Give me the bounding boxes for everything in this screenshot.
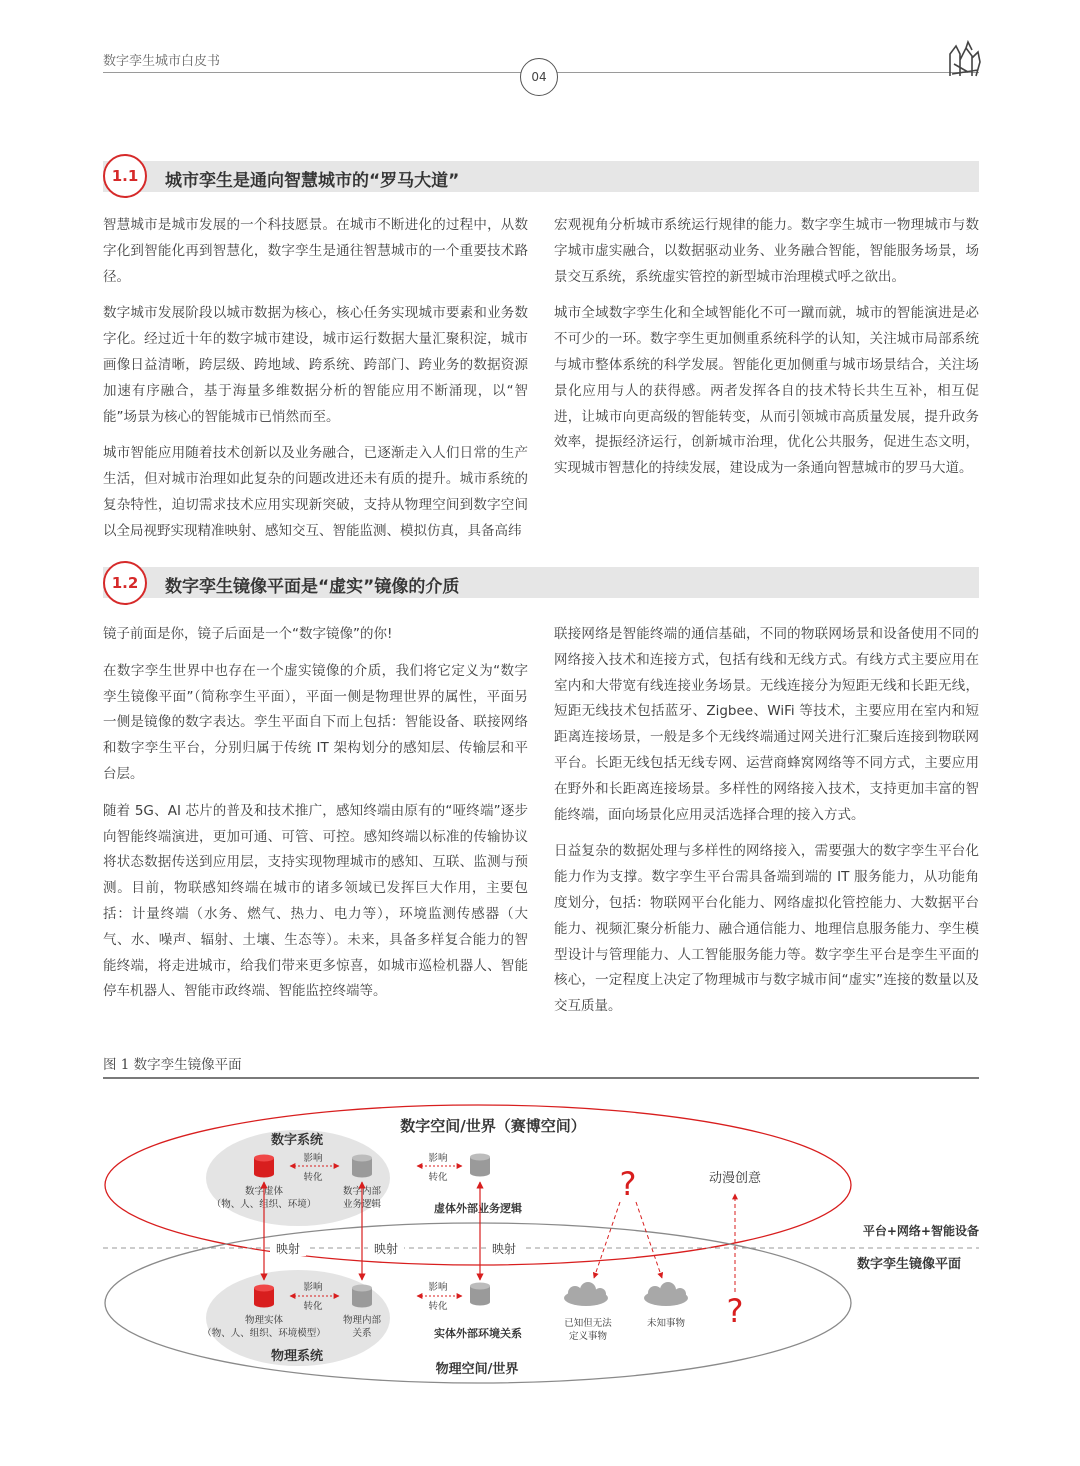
figure-caption: 图 1 数字孪生镜像平面 bbox=[103, 1057, 242, 1073]
digital-system-label: 数字系统 bbox=[270, 1133, 324, 1148]
section-title: 数字孪生镜像平面是“虚实”镜像的介质 bbox=[165, 577, 460, 597]
cloud-icon bbox=[564, 1282, 608, 1306]
cloud-icon bbox=[644, 1282, 688, 1306]
influence-label: 影响 bbox=[303, 1282, 323, 1293]
digital-logic-label: 数字内部 bbox=[342, 1186, 382, 1197]
section-1-left-column bbox=[103, 213, 528, 556]
document-title: 数字孪生城市白皮书 bbox=[103, 54, 221, 69]
section-1-right-column bbox=[554, 213, 979, 493]
physical-relation-label: 物理内部 bbox=[342, 1315, 382, 1326]
page-number: 04 bbox=[520, 58, 558, 96]
mirror-plane-label: 数字孪生镜像平面 bbox=[856, 1257, 961, 1272]
logo-icon bbox=[946, 40, 982, 78]
transform-label: 转化 bbox=[428, 1301, 448, 1312]
physical-relation-label: 关系 bbox=[352, 1328, 372, 1339]
unknown-label: 未知事物 bbox=[646, 1318, 686, 1329]
physical-system-label: 物理系统 bbox=[270, 1349, 324, 1364]
known-undefined-label: 定义事物 bbox=[568, 1331, 608, 1342]
question-mark-icon: ? bbox=[726, 1292, 744, 1330]
figure-divider bbox=[103, 1077, 979, 1079]
platform-label: 平台+网络+智能设备 bbox=[862, 1224, 979, 1238]
influence-label: 影响 bbox=[303, 1153, 323, 1164]
digital-logic-label: 业务逻辑 bbox=[342, 1199, 382, 1210]
physical-entity-label: 物理实体 bbox=[244, 1315, 284, 1326]
digital-entity-label: 数字虚体 bbox=[244, 1186, 284, 1197]
section-number: 1.1 bbox=[103, 154, 147, 198]
paragraph: 日益复杂的数据处理与多样性的网络接入，需要强大的数字孪生平台化能力作为支撑。数字孪生平台需具备端到端的 IT 服务能力，从功能角度划分，包括：物联网平台化能力、网络虚拟化管控能力、大数据平台能力、视频汇聚分析能力、融合通信能力、地理信息服务能力、孪生模型设计与管理能力、人工智能服务能力等。数字孪生平台是孪生平面的核心，一定程度上决定了物理城市与数字城市间“虚实”连接的数量以及交互质量。 bbox=[554, 843, 979, 1015]
transform-label: 转化 bbox=[303, 1301, 323, 1312]
database-icon bbox=[352, 1285, 372, 1308]
transform-label: 转化 bbox=[428, 1172, 448, 1183]
database-icon bbox=[352, 1155, 372, 1178]
anime-label: 动漫创意 bbox=[708, 1171, 762, 1186]
paragraph: 智慧城市是城市发展的一个科技愿景。在城市不断进化的过程中，从数字化到智能化再到智慧化，数字孪生是通往智慧城市的一个重要技术路径。 bbox=[103, 217, 528, 285]
paragraph: 宏观视角分析城市系统运行规律的能力。数字孪生城市一物理城市与数字城市虚实融合，以数据驱动业务、业务融合智能，智能服务场景，场景交互系统，系统虚实管控的新型城市治理模式呼之欲出。 bbox=[554, 217, 979, 285]
entity-external-label: 实体外部环境关系 bbox=[434, 1327, 522, 1340]
mapping-label: 映射 bbox=[373, 1242, 399, 1256]
paragraph: 在数字孪生世界中也存在一个虚实镜像的介质，我们将它定义为“数字孪生镜像平面”（简称孪生平面），平面一侧是物理世界的属性，平面另一侧是镜像的数字表达。孪生平面自下而上包括：智能设备、联接网络和数字孪生平台，分别归属于传统 IT 架构划分的感知层、传输层和平台层。 bbox=[103, 662, 528, 782]
section-title: 城市孪生是通向智慧城市的“罗马大道” bbox=[165, 171, 460, 191]
paragraph: 城市全域数字孪生化和全域智能化不可一蹴而就，城市的智能演进是必不可少的一环。数字孪生更加侧重系统科学的认知，关注城市局部系统与城市整体系统的科学发展。智能化更加侧重与城市场景结合，关注场景化应用与人的获得感。两者发挥各自的技术特长共生互补，相互促进，让城市向更高级的智能转变，从而引领城市高质量发展，提升政务效率，提振经济运行，创新城市治理，优化公共服务，促进生态文明，实现城市智慧化的持续发展，建设成为一条通向智慧城市的罗马大道。 bbox=[554, 305, 979, 477]
database-icon bbox=[254, 1155, 274, 1178]
mapping-label: 映射 bbox=[275, 1242, 301, 1256]
influence-label: 影响 bbox=[428, 1282, 448, 1293]
section-2-left-column bbox=[103, 622, 528, 1016]
digital-entity-sub: （物、人、组织、环境） bbox=[211, 1199, 317, 1210]
dashed-arrow bbox=[636, 1202, 662, 1278]
database-icon bbox=[254, 1285, 274, 1308]
digital-world-label: 数字空间/世界（赛博空间） bbox=[400, 1117, 586, 1135]
physical-world-label: 物理空间/世界 bbox=[435, 1362, 519, 1377]
paragraph: 联接网络是智能终端的通信基础，不同的物联网场景和设备使用不同的网络接入技术和连接方式，包括有线和无线方式。有线方式主要应用在室内和大带宽有线连接业务场景。无线连接分为短距无线和长距无线，短距无线技术包括蓝牙、Zigbee、WiFi 等技术，主要应用在室内和短距离连接场景，一般是多个无线终端通过网关进行汇聚后连接到物联网平台。长距无线包括无线专网、运营商蜂窝网络等不同方式，主要应用在野外和长距离连接场景。多样性的网络接入技术，支持更加丰富的智能终端，面向场景化应用灵活选择合理的接入方式。 bbox=[554, 626, 979, 823]
database-icon bbox=[470, 1154, 490, 1177]
dashed-arrow bbox=[594, 1202, 620, 1278]
database-icon bbox=[470, 1283, 490, 1306]
section-number: 1.2 bbox=[103, 561, 147, 605]
paragraph: 数字城市发展阶段以城市数据为核心，核心任务实现城市要素和业务数字化。经过近十年的数字城市建设，城市运行数据大量汇聚积淀，城市画像日益清晰，跨层级、跨地域、跨系统、跨部门、跨业务的数据资源加速有序融合，基于海量多维数据分析的智能应用不断涌现，以“智能”场景为核心的智能城市已悄然而至。 bbox=[103, 305, 528, 425]
paragraph: 镜子前面是你，镜子后面是一个“数字镜像”的你! bbox=[103, 626, 393, 642]
section-2-right-column bbox=[554, 622, 979, 1031]
twin-mirror-diagram bbox=[0, 1100, 1080, 1400]
virtual-external-label: 虚体外部业务逻辑 bbox=[434, 1202, 522, 1215]
influence-label: 影响 bbox=[428, 1153, 448, 1164]
mapping-label: 映射 bbox=[491, 1242, 517, 1256]
question-mark-icon: ? bbox=[619, 1165, 637, 1203]
paragraph: 随着 5G、AI 芯片的普及和技术推广，感知终端由原有的“哑终端”逐步向智能终端演进，更加可通、可管、可控。感知终端以标准的传输协议将状态数据传送到应用层，支持实现物理城市的感知、互联、监测与预测。目前，物联感知终端在城市的诸多领域已发挥巨大作用，主要包括：计量终端（水务、燃气、热力、电力等），环境监测传感器（大气、水、噪声、辐射、土壤、生态等）。未来，具备多样复合能力的智能终端，将走进城市，给我们带来更多惊喜，如城市巡检机器人、智能停车机器人、智能市政终端、智能监控终端等。 bbox=[103, 802, 528, 1000]
physical-entity-sub: （物、人、组织、环境模型） bbox=[202, 1328, 326, 1339]
paragraph: 城市智能应用随着技术创新以及业务融合，已逐渐走入人们日常的生产生活，但对城市治理如此复杂的问题改进还未有质的提升。城市系统的复杂特性，迫切需求技术应用实现新突破，支持从物理空间到数字空间以全局视野实现精准映射、感知交互、智能监测、模拟仿真，具备高纬 bbox=[103, 445, 528, 539]
transform-label: 转化 bbox=[303, 1172, 323, 1183]
known-undefined-label: 已知但无法 bbox=[564, 1318, 612, 1329]
